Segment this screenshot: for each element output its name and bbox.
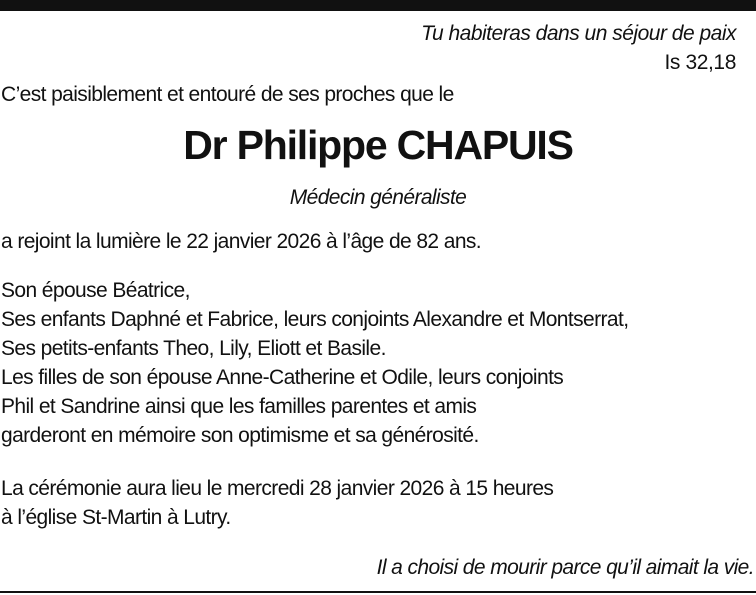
bible-verse: Tu habiteras dans un séjour de paix bbox=[421, 22, 736, 45]
family-line: Ses petits-enfants Theo, Lily, Eliott et Basile. bbox=[1, 337, 386, 360]
deceased-profession: Médecin généraliste bbox=[289, 186, 467, 209]
ceremony-line: à l’église St-Martin à Lutry. bbox=[1, 506, 231, 529]
family-line: Son épouse Béatrice, bbox=[1, 279, 190, 302]
ceremony-line: La cérémonie aura lieu le mercredi 28 janvier 2026 à 15 heures bbox=[1, 477, 554, 500]
family-list bbox=[1, 276, 628, 450]
family-line: Ses enfants Daphné et Fabrice, leurs conjoints Alexandre et Montserrat, bbox=[1, 308, 629, 331]
top-border-rule bbox=[0, 0, 756, 11]
intro-sentence: C’est paisiblement et entouré de ses proches que le bbox=[1, 83, 454, 106]
closing-quote: Il a choisi de mourir parce qu’il aimait la vie. bbox=[376, 556, 754, 579]
ceremony-info bbox=[1, 474, 553, 532]
bible-verse-reference: Is 32,18 bbox=[664, 51, 736, 74]
deceased-name: Dr Philippe CHAPUIS bbox=[183, 122, 573, 168]
family-line: Les filles de son épouse Anne-Catherine et Odile, leurs conjoints bbox=[1, 366, 564, 389]
death-notice: a rejoint la lumière le 22 janvier 2026 à l’âge de 82 ans. bbox=[1, 230, 482, 253]
bottom-border-rule bbox=[0, 591, 756, 593]
family-line: Phil et Sandrine ainsi que les familles parentes et amis bbox=[1, 395, 477, 418]
family-line: garderont en mémoire son optimisme et sa générosité. bbox=[1, 424, 479, 447]
